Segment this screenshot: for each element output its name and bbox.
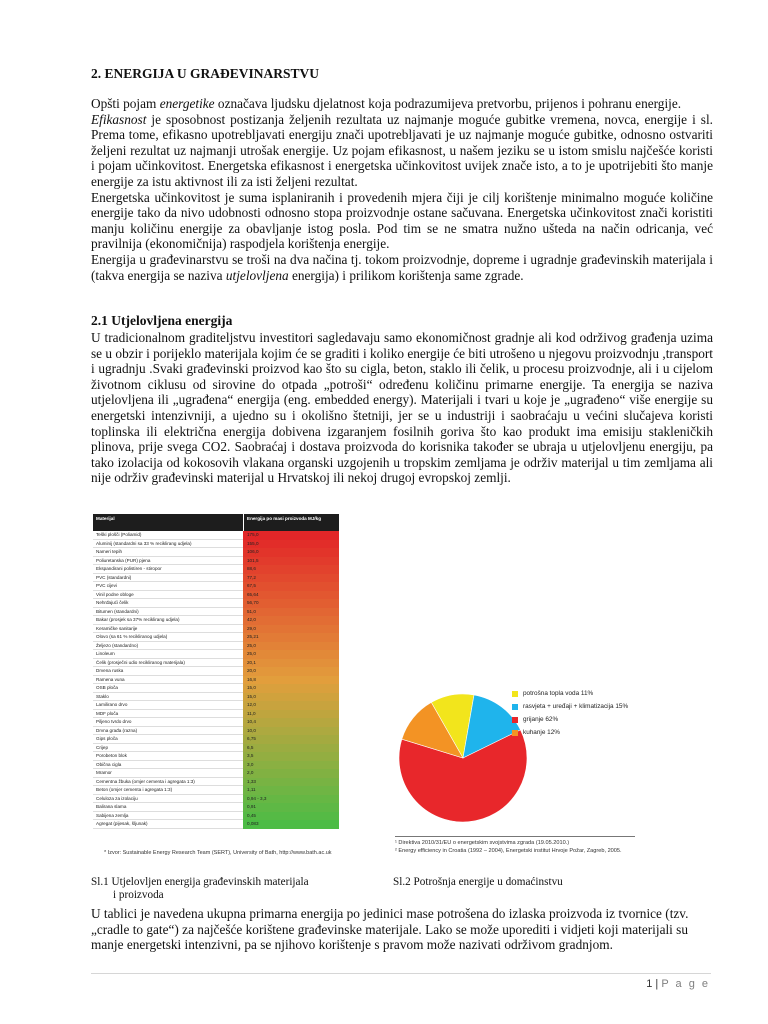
table-row [93, 565, 339, 574]
energy-value: 0,083 [243, 820, 339, 829]
table-row [93, 633, 339, 642]
energy-value: 16,8 [243, 676, 339, 685]
table-row [93, 531, 339, 540]
table-row [93, 795, 339, 804]
energy-value: 29,0 [243, 625, 339, 634]
material-name: MDF ploča [93, 710, 243, 719]
table-row [93, 786, 339, 795]
energy-value: 3,0 [243, 761, 339, 770]
energy-value: 15,0 [243, 684, 339, 693]
figure1-caption [91, 876, 351, 902]
intro-paragraphs [91, 96, 713, 283]
energy-value: 3,5 [243, 752, 339, 761]
table-row [93, 616, 339, 625]
section-heading: 2.1 Utjelovljena energija [91, 313, 233, 328]
table-row [93, 591, 339, 600]
material-name: OSB ploča [93, 684, 243, 693]
material-name: PVC cijevi [93, 582, 243, 591]
table-row [93, 769, 339, 778]
table-row [93, 659, 339, 668]
energy-value: 0,91 [243, 803, 339, 812]
table-row [93, 718, 339, 727]
energy-table [93, 514, 339, 826]
table-body [93, 531, 339, 829]
energy-value: 0,94 - 3,3 [243, 795, 339, 804]
chapter-heading: 2. ENERGIJA U GRAĐEVINARSTVU [91, 66, 320, 81]
pie-note-1: ¹ Direktiva 2010/31/EU o energetskim svojstvima zgrada (19.05.2010.) [395, 840, 570, 846]
pie-legend [512, 690, 642, 742]
pie-notes [395, 840, 645, 855]
material-name: Porobeton blok [93, 752, 243, 761]
table-row [93, 684, 339, 693]
material-name: Bitumen (standardni) [93, 608, 243, 617]
material-name: Agregat (pijesak, šljunak) [93, 820, 243, 829]
figure1-caption-line1: Sl.1 Utjelovljen energija građevinskih materijala [91, 876, 309, 888]
table-row [93, 752, 339, 761]
energy-value: 20,0 [243, 667, 339, 676]
table-row [93, 803, 339, 812]
energy-value: 6,5 [243, 744, 339, 753]
material-name: Gips ploča [93, 735, 243, 744]
table-row [93, 778, 339, 787]
table-row [93, 642, 339, 651]
material-name: Ramena vuna [93, 676, 243, 685]
page-sep: | [652, 978, 662, 990]
energy-value: 101,5 [243, 557, 339, 566]
legend-swatch [512, 730, 518, 736]
material-name: Piljeno tvrdo drvo [93, 718, 243, 727]
energy-value: 65,64 [243, 591, 339, 600]
material-name: Linoleum [93, 650, 243, 659]
material-name: Obična cigla [93, 761, 243, 770]
legend-label: rasvjeta + uređaji + klimatizacija 15% [523, 703, 629, 710]
page-footer [646, 978, 710, 990]
table-row [93, 625, 339, 634]
energy-value: 10,4 [243, 718, 339, 727]
material-name: Mramor [93, 769, 243, 778]
material-name: Čelik (prosječni udio recikliranog materijala) [93, 659, 243, 668]
energy-value: 67,5 [243, 582, 339, 591]
table-row [93, 574, 339, 583]
table-row [93, 727, 339, 736]
energy-value: 1,11 [243, 786, 339, 795]
legend-item [512, 716, 642, 724]
table-row [93, 693, 339, 702]
legend-item [512, 729, 642, 737]
legend-label: kuhanje 12% [523, 729, 560, 736]
material-name: Željezo (standardno) [93, 642, 243, 651]
energy-value: 12,0 [243, 701, 339, 710]
table-source-note: * Izvor: Sustainable Energy Research Team (SERT), University of Bath, http://www.bath.ac.uk [104, 850, 332, 856]
intro-p4-end: energija) i prilikom korištenja same zgrade. [288, 267, 524, 283]
material-name: Beton (omjer cementa i agregata 1:3) [93, 786, 243, 795]
material-name: Crijep [93, 744, 243, 753]
intro-p1-start: Opšti pojam [91, 96, 160, 111]
energy-value: 51,0 [243, 608, 339, 617]
legend-item [512, 690, 642, 698]
intro-p1-term: energetike [159, 96, 215, 111]
intro-p2-term: Efikasnost [91, 111, 147, 127]
table-col-material: Materijal [96, 516, 115, 521]
energy-value: 25,0 [243, 650, 339, 659]
legend-item [512, 703, 642, 711]
energy-value: 56,70 [243, 599, 339, 608]
intro-p4-start: Energija u građevinarstvu se troši na dva načina tj. tokom proizvodnje, dopreme i ugradnje građevinskih materijala i (takva energija se naziva [91, 251, 713, 283]
page-number: 1 [646, 978, 653, 990]
table-row [93, 650, 339, 659]
table-row [93, 820, 339, 829]
energy-value: 2,0 [243, 769, 339, 778]
legend-swatch [512, 691, 518, 697]
footer-rule [91, 973, 711, 974]
legend-swatch [512, 717, 518, 723]
material-name: Vinil podne obloge [93, 591, 243, 600]
material-name: Ekspandirani polistiren - stiropor [93, 565, 243, 574]
material-name: Nameri tepih [93, 548, 243, 557]
energy-value: 175,0 [243, 531, 339, 540]
material-name: Cementna žbuka (omjer cementa i agregata 1:3) [93, 778, 243, 787]
energy-value: 42,0 [243, 616, 339, 625]
energy-value: 106,0 [243, 548, 339, 557]
energy-value: 0,45 [243, 812, 339, 821]
energy-value: 88,6 [243, 565, 339, 574]
table-row [93, 667, 339, 676]
energy-value: 77,2 [243, 574, 339, 583]
material-name: Aluminij (standardni sa 33 % reciklirang udjela) [93, 540, 243, 549]
material-name: Olovo (sa 61 % recikliranog udjela) [93, 633, 243, 642]
pie-note-2: ² Energy efficiency in Croatia (1992 – 2004), Energetski institut Hrvoje Požar, Zagreb, 2005. [395, 847, 622, 854]
material-name: Drvena ruska [93, 667, 243, 676]
figure1-caption-line2: i proizvoda [113, 889, 164, 901]
energy-value: 25,0 [243, 642, 339, 651]
table-row [93, 744, 339, 753]
intro-p1-end: označava ljudsku djelatnost koja podrazumijeva pretvorbu, prijenos i pohranu energije. [214, 96, 682, 111]
closing-paragraph: U tablici je navedena ukupna primarna energija po jedinici mase potrošena do izlaska proizvoda iz tvornice (tzv. „cradle to gate“) za najčešće korištene građevinske materijale. Lako se može uporediti i vidjeti koji materijali su manje energetski intenzivni, pa se njihovo korištenje s pravom može nazivati održivom gradnjom. [91, 906, 689, 953]
table-row [93, 676, 339, 685]
table-col-energy: Energija po masi proizvoda MJ/kg [243, 514, 339, 531]
energy-value: 155,0 [243, 540, 339, 549]
table-row [93, 582, 339, 591]
table-row [93, 761, 339, 770]
energy-value: 11,0 [243, 710, 339, 719]
section-body: U tradicionalnom graditeljstvu investitori sagledavaju samo ekonomičnost gradnje ali kod održivog građenja uzima se u obzir i porijeklo materijala kojim će se graditi i koliko energije će biti utrošeno u njegovu proizvodnju ,transport i ugradnju .Svaki građevinski proizvod kao što su cigla, beton, staklo ili čelik, u procesu proizvodnje, ali i u cijelom životnom ciklusu od sirovine do otpada „potroši“ određenu količinu primarne energije. Ta energija se naziva utjelovljena ili „ugrađena“ energija (eng. embedded energy). Materijali i tvari u koje je „ugrađeno“ više energije su energetski intenzivniji, a ujedno su i okolišno štetniji, jer se u industriji i saobraćaju u većini slučajeva koristi toplinska ili električna energija dobivena izgaranjem fosilnih goriva što kao produkt ima emisiju stakleničkih plinova, prije svega CO2. Saobraćaj i dostava proizvoda do korisnika također se ubraja u utjelovljenu energiju, pa tako izolacija od kokosovih vlakana organski uzgojenih u tropskim zemljama je održiv materijal u tim zemljama ali nije održiv građevinski materijal u Hrvatskoj ili nekoj drugoj evropskoj zemlji. [91, 330, 713, 486]
table-row [93, 540, 339, 549]
energy-value: 10,0 [243, 727, 339, 736]
intro-p2-body: je sposobnost postizanja željenih rezultata uz najmanje moguće gubitke vremena, novca, energije i sl. Prema tome, efikasno upotrebljavati energiju znači upotrebljavati je uz najmanje moguće gubitke, odnosno ostvariti željeni rezultat uz najmanji utrošak energije. Uz pojam efikasnost, u našem jeziku se u istom smislu najčešće koristi i pojam učinkovitost. Energetska efikasnost i energetska učinkovitost uvijek znače isto, a to je upotrijebiti što manje energije za istu aktivnost ili za isti željeni rezultat. [91, 111, 713, 189]
intro-p4-term: utjelovljena [225, 267, 289, 283]
table-row [93, 557, 339, 566]
pie-notes-rule [395, 836, 635, 837]
table-header [93, 514, 339, 531]
material-name: Staklo [93, 693, 243, 702]
material-name: Nehrđajući čelik [93, 599, 243, 608]
table-row [93, 710, 339, 719]
energy-value: 20,1 [243, 659, 339, 668]
material-name: Teški plošči (Poliamid) [93, 531, 243, 540]
material-name: Drvna građa (razna) [93, 727, 243, 736]
table-row [93, 608, 339, 617]
material-name: Bakar (prosjek sa 37% reciklirang udjela) [93, 616, 243, 625]
energy-value: 1,33 [243, 778, 339, 787]
page-label: P a g e [661, 978, 710, 990]
table-row [93, 735, 339, 744]
table-row [93, 599, 339, 608]
energy-value: 6,75 [243, 735, 339, 744]
energy-value: 15,0 [243, 693, 339, 702]
figure2-caption: Sl.2 Potrošnja energije u domaćinstvu [393, 876, 563, 888]
legend-label: potrošna topla voda 11% [523, 690, 594, 697]
material-name: Poliuretanska (PUR) pjena [93, 557, 243, 566]
energy-value: 25,21 [243, 633, 339, 642]
material-name: Balirana slama [93, 803, 243, 812]
table-row [93, 812, 339, 821]
material-name: Celuloza za izolaciju [93, 795, 243, 804]
material-name: Sabijena zemlja [93, 812, 243, 821]
table-row [93, 701, 339, 710]
legend-swatch [512, 704, 518, 710]
material-name: Lamilirano drvo [93, 701, 243, 710]
table-row [93, 548, 339, 557]
legend-label: grijanje 62% [523, 716, 559, 723]
material-name: Keramičke sanitarije [93, 625, 243, 634]
material-name: PVC (standardni) [93, 574, 243, 583]
intro-p3: Energetska učinkovitost je suma isplaniranih i provedenih mjera čiji je cilj korištenje minimalno moguće količine energije tako da nivo udobnosti odnosno stopa proizvodnje ostane sačuvana. Energetska učinkovitost znači koristiti manju količinu energije za obavljanje istog posla. Pod tim se ne smatra nužno ušteda na način odricanja, već pravilnija (ekonomičnija) raspodjela korištenja energije. [91, 189, 713, 252]
